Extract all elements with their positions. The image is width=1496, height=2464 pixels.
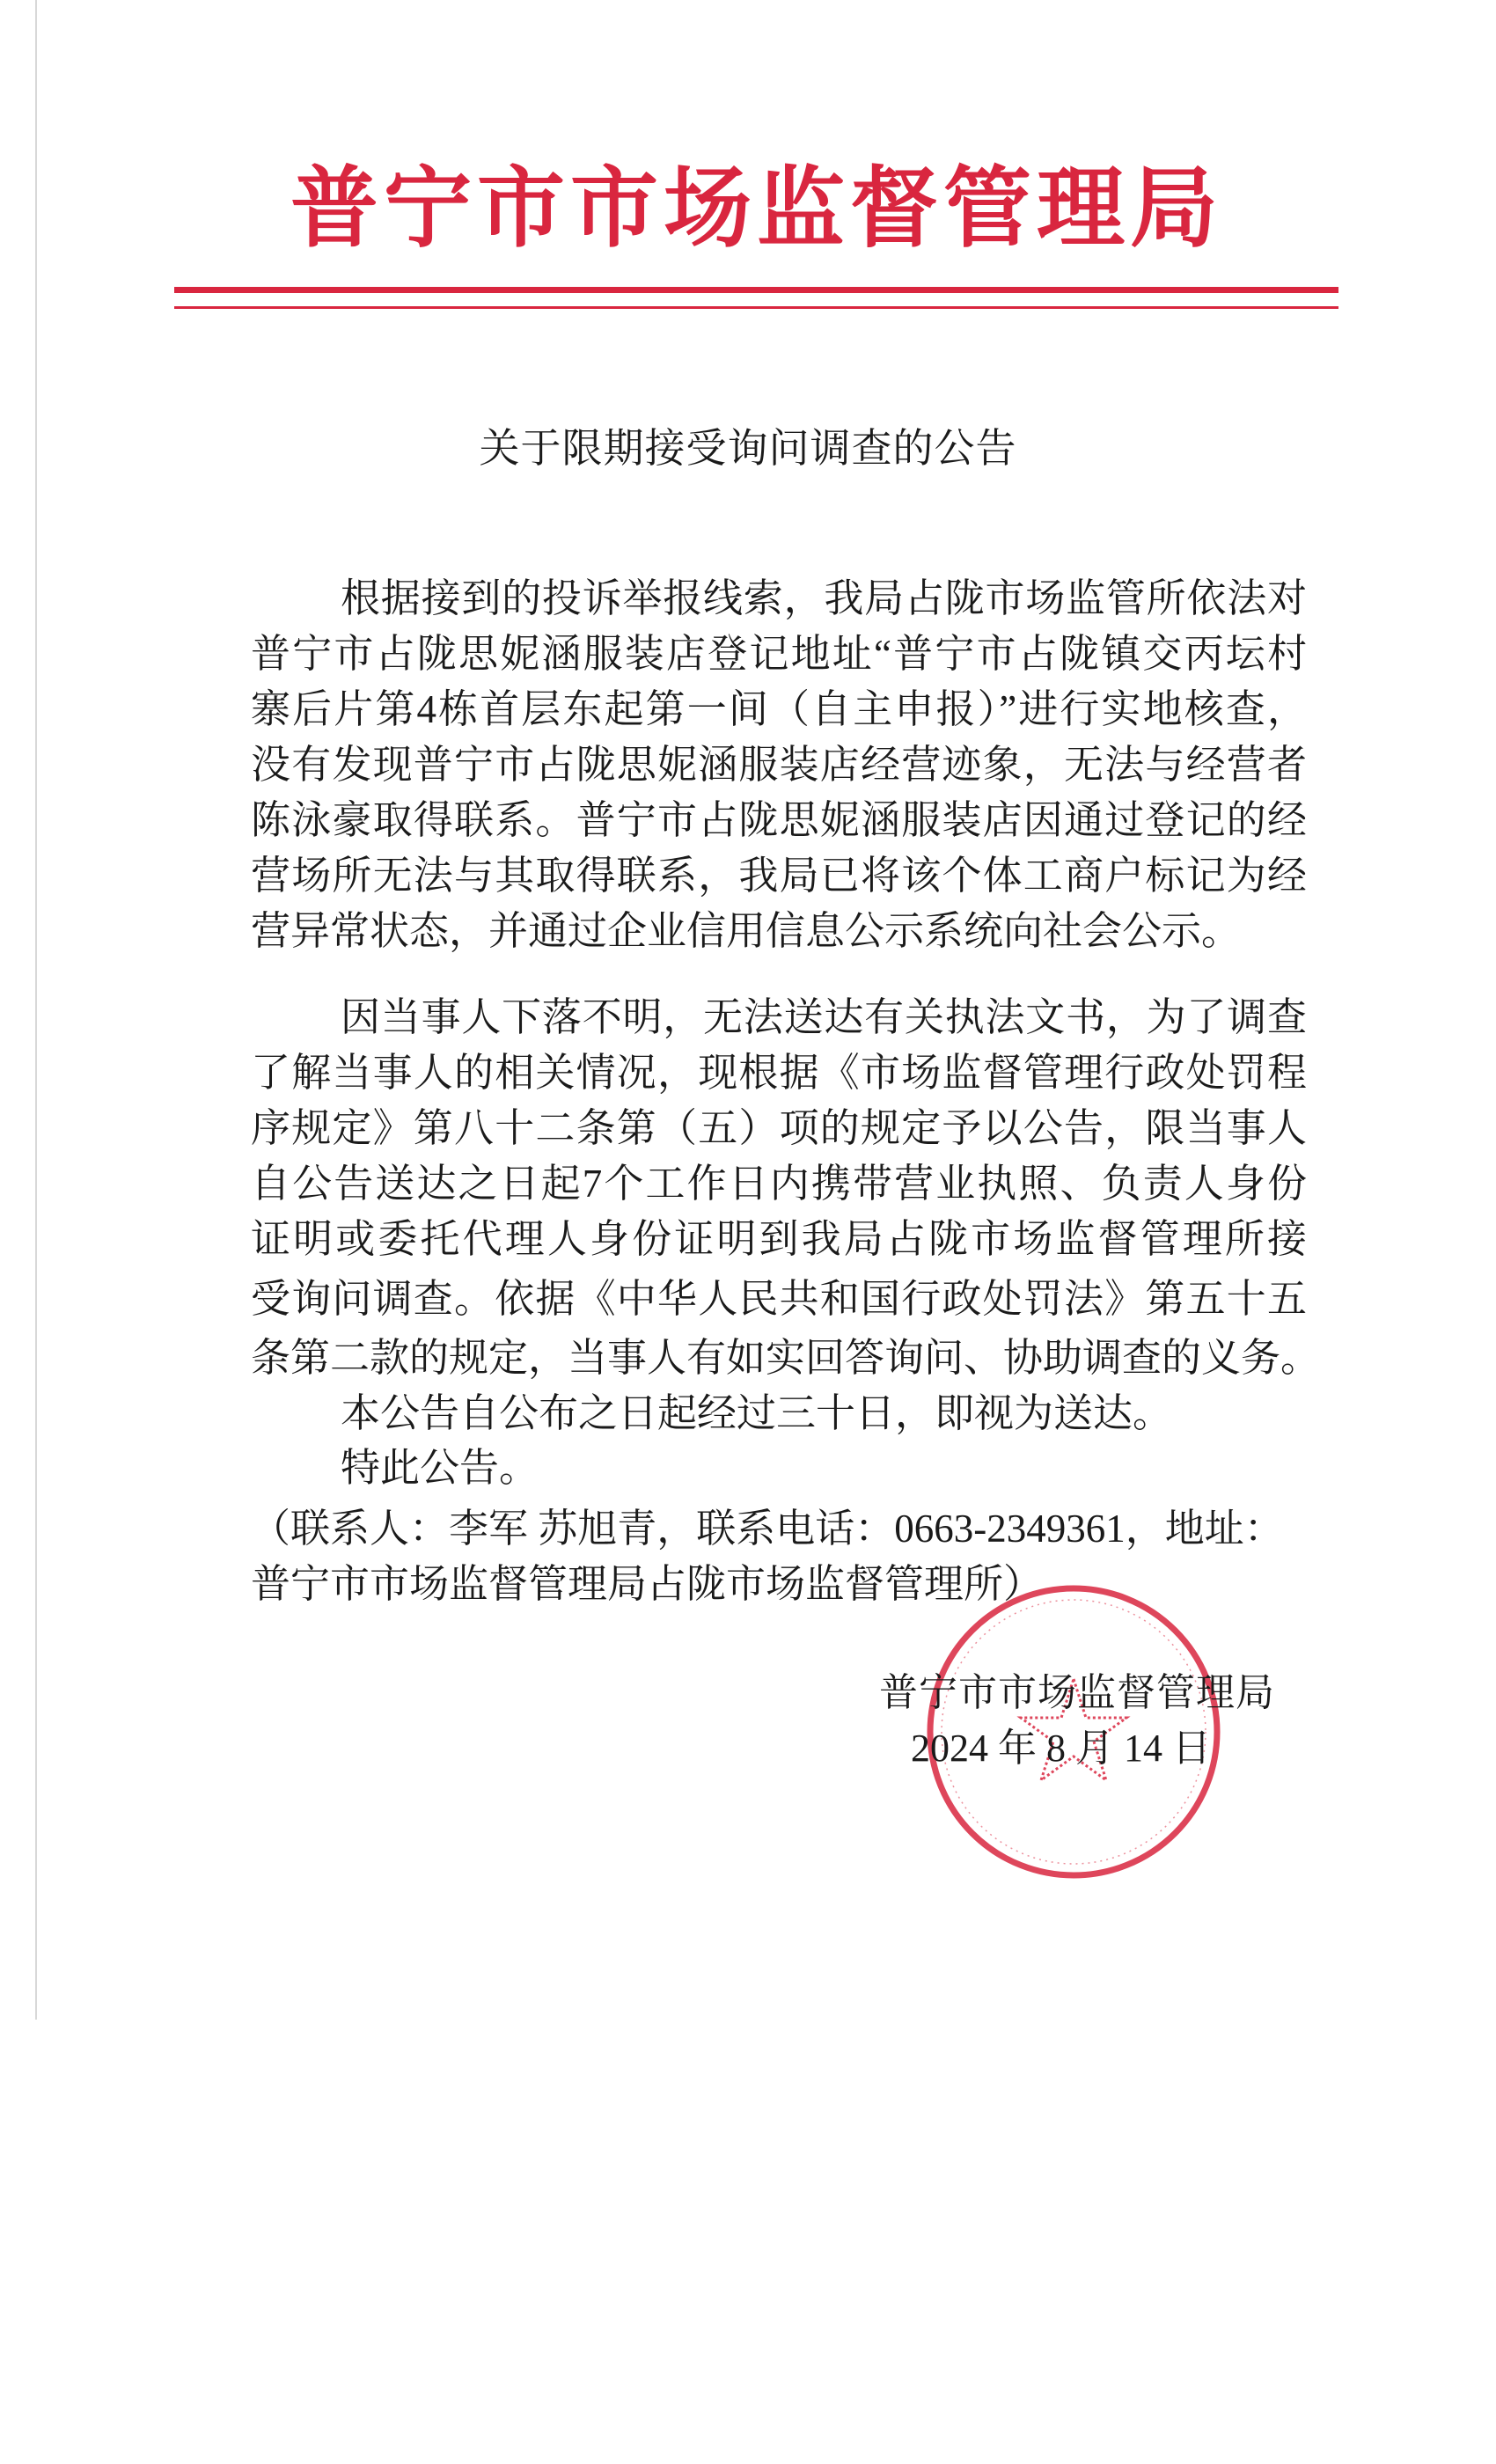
text-line: 寨后片第4栋首层东起第一间（自主申报）”进行实地核查，	[251, 687, 1307, 731]
letterhead-rule-thick	[174, 287, 1338, 293]
paragraph-3: 本公告自公布之日起经过三十日，即视为送达。	[341, 1391, 1173, 1435]
text-line: 条第二款的规定，当事人有如实回答询问、协助调查的义务。	[251, 1336, 1321, 1380]
text-line: 序规定》第八十二条第（五）项的规定予以公告，限当事人	[251, 1106, 1307, 1150]
text-line: 营场所无法与其取得联系，我局已将该个体工商户标记为经	[251, 854, 1307, 898]
text-line: 受询问调查。依据《中华人民共和国行政处罚法》第五十五	[251, 1277, 1307, 1321]
text-line: （联系人：李军 苏旭青，联系电话：0663-2349361，地址：	[251, 1507, 1284, 1551]
text-line: 了解当事人的相关情况，现根据《市场监督管理行政处罚程	[251, 1051, 1307, 1095]
notice-title: 关于限期接受询问调查的公告	[479, 426, 1017, 471]
issue-date: 2024 年 8 月 14 日	[911, 1727, 1211, 1770]
text-line: 因当事人下落不明，无法送达有关执法文书，为了调查	[341, 995, 1307, 1039]
text-line: 陈泳豪取得联系。普宁市占陇思妮涵服装店因通过登记的经	[251, 798, 1307, 842]
scan-edge-line	[35, 0, 37, 2020]
letterhead-rule-thin	[174, 306, 1338, 309]
text-line: 没有发现普宁市占陇思妮涵服装店经营迹象，无法与经营者	[251, 743, 1307, 787]
text-line: 根据接到的投诉举报线索，我局占陇市场监管所依法对	[341, 576, 1307, 620]
agency-letterhead: 普宁市市场监督管理局	[290, 160, 1223, 258]
issuer-name: 普宁市市场监督管理局	[879, 1671, 1275, 1714]
text-line: 普宁市市场监督管理局占陇市场监督管理所）	[251, 1562, 1044, 1606]
paragraph-4: 特此公告。	[341, 1446, 539, 1490]
text-line: 普宁市占陇思妮涵服装店登记地址“普宁市占陇镇交丙坛村	[251, 632, 1307, 676]
text-line: 营异常状态，并通过企业信用信息公示系统向社会公示。	[251, 909, 1242, 953]
text-line: 自公告送达之日起7个工作日内携带营业执照、负责人身份	[251, 1162, 1307, 1206]
text-line: 证明或委托代理人身份证明到我局占陇市场监督管理所接	[251, 1217, 1307, 1261]
